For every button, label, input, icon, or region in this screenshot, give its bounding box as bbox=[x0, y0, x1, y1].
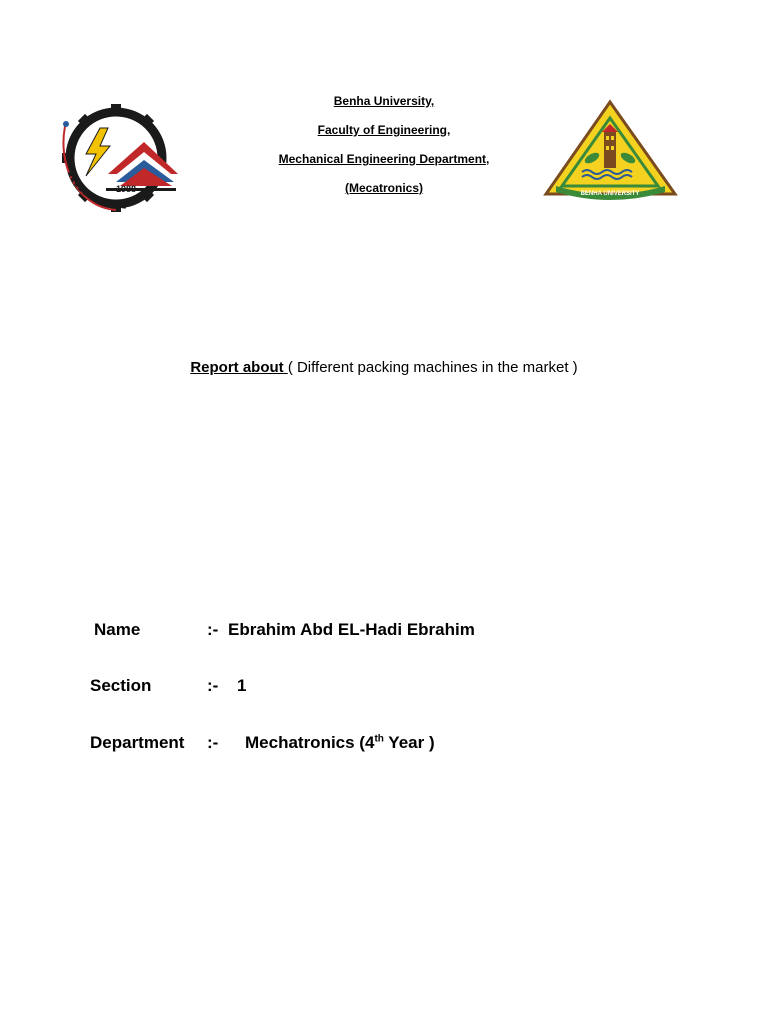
department-label: Department bbox=[90, 733, 185, 752]
logo-year-text: 1988 bbox=[116, 184, 137, 194]
department-value-suffix: Year ) bbox=[383, 733, 435, 752]
report-title bbox=[0, 359, 768, 376]
benha-university-emblem-icon bbox=[542, 98, 679, 200]
section-value: 1 bbox=[237, 676, 247, 695]
department-value-prefix: Mechatronics (4 bbox=[245, 733, 375, 752]
name-separator: :- bbox=[207, 620, 219, 639]
section-separator: :- bbox=[207, 676, 219, 695]
report-topic: ( Different packing machines in the market ) bbox=[287, 359, 578, 376]
section-label: Section bbox=[90, 676, 152, 695]
university-name: Benha University, bbox=[333, 94, 435, 108]
department-value bbox=[245, 733, 435, 753]
faculty-gear-logo-icon bbox=[56, 102, 182, 214]
faculty-name: Faculty of Engineering, bbox=[317, 123, 451, 137]
name-label: Name bbox=[94, 620, 141, 639]
department-name: Mechanical Engineering Department, bbox=[278, 152, 490, 166]
report-label: Report about bbox=[190, 359, 288, 376]
emblem-banner-text: BENHA UNIVERSITY bbox=[580, 191, 640, 197]
department-separator: :- bbox=[207, 733, 219, 752]
department-value-ordinal: th bbox=[374, 733, 384, 745]
name-value: Ebrahim Abd EL-Hadi Ebrahim bbox=[228, 620, 475, 639]
program-name: (Mecatronics) bbox=[344, 181, 424, 195]
